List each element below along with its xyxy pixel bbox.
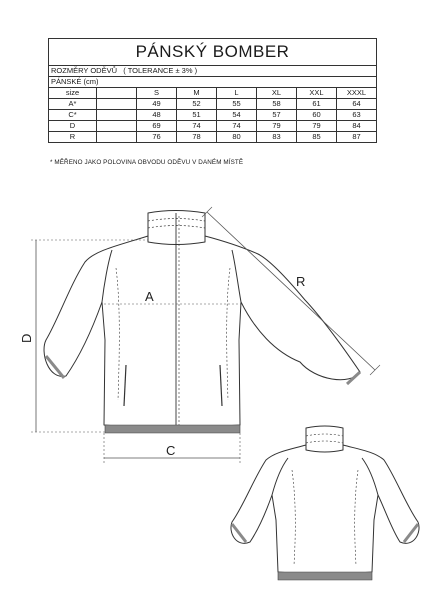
row-label: C* xyxy=(49,110,97,121)
right-cuff xyxy=(347,372,360,384)
back-right-armhole xyxy=(362,458,378,495)
table-cell: 64 xyxy=(337,99,377,110)
row-label: R xyxy=(49,132,97,143)
back-left-armhole xyxy=(272,458,288,495)
back-left-cuff xyxy=(232,524,246,542)
measurement-note: * MĚŘENO JAKO POLOVINA OBVODU ODĚVU V DANÉM MÍSTĚ xyxy=(50,159,244,166)
front-collar xyxy=(148,211,205,245)
back-waistband xyxy=(278,572,372,580)
size-column-header: XL xyxy=(257,88,297,99)
row-label: D xyxy=(49,121,97,132)
table-cell: 55 xyxy=(217,99,257,110)
back-right-cuff xyxy=(404,524,418,542)
table-cell: 87 xyxy=(337,132,377,143)
left-armhole-seam xyxy=(102,250,112,302)
right-armhole-seam xyxy=(232,250,241,302)
table-cell: 52 xyxy=(177,99,217,110)
front-jacket-illustration xyxy=(44,211,360,434)
table-cell: 74 xyxy=(177,121,217,132)
table-cell: 58 xyxy=(257,99,297,110)
table-cell: 79 xyxy=(297,121,337,132)
dimension-r-line xyxy=(207,212,375,370)
dimension-a-label: A xyxy=(145,289,154,304)
table-cell: 63 xyxy=(337,110,377,121)
right-pocket xyxy=(220,365,222,406)
dimension-c-label: C xyxy=(166,443,176,458)
table-cell: 79 xyxy=(257,121,297,132)
tolerance-label: ( TOLERANCE ± 3% ) xyxy=(123,66,198,75)
collar-stitching xyxy=(148,219,205,229)
table-cell: 61 xyxy=(297,99,337,110)
front-body-outline xyxy=(44,236,360,428)
right-panel-stitching xyxy=(227,268,230,400)
back-jacket-illustration xyxy=(231,426,419,580)
front-waistband xyxy=(105,425,240,433)
back-right-panel-stitching xyxy=(355,470,358,565)
table-cell: 85 xyxy=(297,132,337,143)
table-cell: 78 xyxy=(177,132,217,143)
left-pocket xyxy=(124,365,126,406)
table-cell: 84 xyxy=(337,121,377,132)
size-header: size xyxy=(49,88,97,99)
row-label: A* xyxy=(49,99,97,110)
back-body-outline xyxy=(231,445,419,574)
table-cell: 76 xyxy=(137,132,177,143)
back-collar-stitching xyxy=(306,434,343,443)
gender-label: PÁNSKÉ (cm) xyxy=(49,77,377,88)
dimension-r-label: R xyxy=(296,274,306,289)
size-column-header: S xyxy=(137,88,177,99)
table-cell: 83 xyxy=(257,132,297,143)
table-cell: 48 xyxy=(137,110,177,121)
left-panel-stitching xyxy=(116,268,119,400)
measurements-label: ROZMĚRY ODĚVŮ xyxy=(51,66,117,75)
table-cell: 54 xyxy=(217,110,257,121)
table-cell: 74 xyxy=(217,121,257,132)
table-cell: 69 xyxy=(137,121,177,132)
dimension-d-label: D xyxy=(19,333,34,343)
table-cell: 57 xyxy=(257,110,297,121)
table-cell: 80 xyxy=(217,132,257,143)
table-cell: 49 xyxy=(137,99,177,110)
table-title: PÁNSKÝ BOMBER xyxy=(49,39,377,66)
table-cell: 51 xyxy=(177,110,217,121)
back-collar xyxy=(306,426,343,452)
size-column-header: XXXL xyxy=(337,88,377,99)
table-cell: 60 xyxy=(297,110,337,121)
size-column-header: M xyxy=(177,88,217,99)
size-column-header: L xyxy=(217,88,257,99)
back-left-panel-stitching xyxy=(292,470,295,565)
size-column-header: XXL xyxy=(297,88,337,99)
